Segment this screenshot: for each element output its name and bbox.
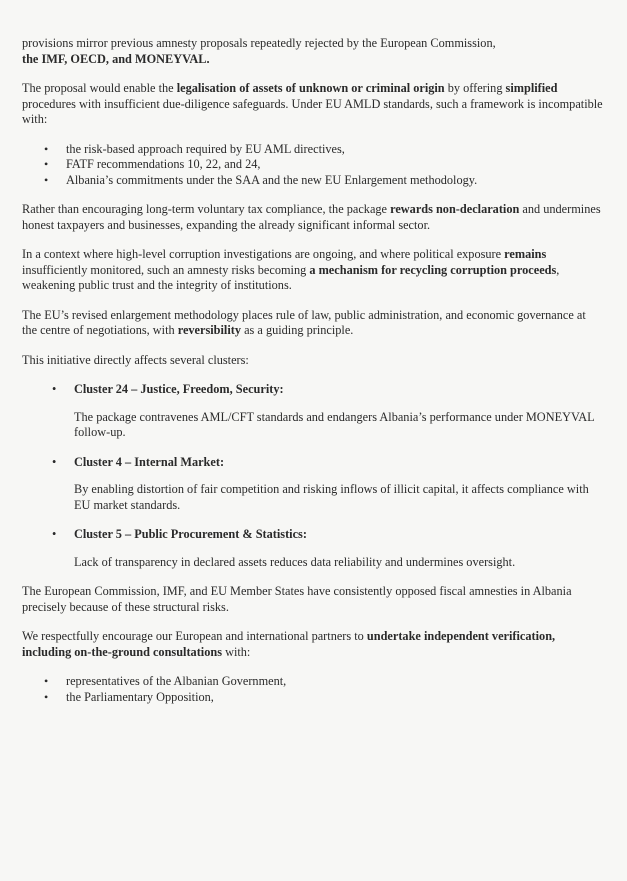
list-item: • the risk-based approach required by EU AML directives, (42, 142, 603, 158)
paragraph-corruption (22, 247, 603, 294)
paragraph-2-text-2: by offering (444, 81, 506, 95)
paragraph-4-text-2: insufficiently monitored, such an amnesty risks becoming (22, 262, 310, 277)
paragraph-3-bold-1: rewards non-declaration (390, 202, 520, 216)
paragraph-5-bold-1: reversibility (177, 323, 242, 337)
paragraph-2-bold-2: simplified (505, 81, 558, 95)
cluster-title: • Cluster 24 – Justice, Freedom, Security: (74, 382, 284, 396)
cluster-title: • Cluster 4 – Internal Market: (74, 454, 225, 469)
cluster-item (52, 382, 603, 441)
paragraph-enlargement-methodology (22, 308, 603, 339)
cluster-item (52, 455, 603, 514)
paragraph-8-text-2: with: (222, 644, 251, 659)
list-item: • representatives of the Albanian Government, (42, 674, 603, 690)
incompatibility-list (22, 142, 603, 189)
cluster-title: • Cluster 5 – Public Procurement & Statistics: (74, 527, 307, 541)
paragraph-verification (22, 629, 603, 660)
paragraph-3-text-2: and undermines honest taxpayers and businesses, expanding the already significant informal sector. (22, 202, 601, 232)
paragraph-3-text-1: Rather than encouraging long-term voluntary tax compliance, the package (22, 202, 391, 216)
paragraph-opposition: The European Commission, IMF, and EU Member States have consistently opposed fiscal amnesties in Albania precisely because of these structural risks. (22, 584, 572, 614)
paragraph-2-bold-1: legalisation of assets of unknown or criminal origin (176, 81, 445, 95)
list-item: • Albania’s commitments under the SAA and the new EU Enlargement methodology. (42, 173, 603, 189)
paragraph-1-line-1: provisions mirror previous amnesty proposals repeatedly rejected by the European Commission, (22, 36, 496, 50)
paragraph-4-bold-1: remains (504, 247, 547, 261)
list-item: • the Parliamentary Opposition, (42, 690, 603, 706)
paragraph-non-declaration (22, 202, 603, 233)
paragraph-4-text-1: In a context where high-level corruption investigations are ongoing, and where political exposure (22, 247, 505, 261)
list-item: • FATF recommendations 10, 22, and 24, (42, 157, 603, 173)
cluster-list (22, 382, 603, 570)
paragraph-8-bold-1: undertake independent verification, including on-the-ground consultations (22, 629, 556, 659)
paragraph-4-bold-2: a mechanism for recycling corruption proceeds (309, 262, 557, 277)
cluster-item (52, 527, 603, 570)
cluster-description: By enabling distortion of fair competition and risking inflows of illicit capital, it affects compliance with EU market standards. (74, 482, 589, 512)
paragraph-8-text-1: We respectfully encourage our European and international partners to (22, 629, 367, 643)
paragraph-1-line-2: the IMF, OECD, and MONEYVAL. (22, 51, 210, 66)
paragraph-provisions (22, 36, 603, 67)
paragraph-legalisation (22, 81, 603, 128)
paragraph-clusters-intro: This initiative directly affects several clusters: (22, 352, 249, 367)
consultation-list (22, 674, 603, 705)
paragraph-2-text-3: procedures with insufficient due-diligence safeguards. Under EU AMLD standards, such a framework is incompatible with: (22, 96, 603, 126)
paragraph-4-text-3: , weakening public trust and the integrity of institutions. (22, 262, 560, 292)
paragraph-5-text-2: as a guiding principle. (241, 323, 354, 337)
cluster-description: Lack of transparency in declared assets reduces data reliability and undermines oversight. (74, 554, 516, 569)
paragraph-5-text-1: The EU’s revised enlargement methodology places rule of law, public administration, and economic governance at the centre of negotiations, with (22, 307, 586, 337)
paragraph-2-text-1: The proposal would enable the (22, 81, 177, 95)
cluster-description: The package contravenes AML/CFT standards and endangers Albania’s performance under MONEYVAL follow-up. (74, 409, 595, 439)
